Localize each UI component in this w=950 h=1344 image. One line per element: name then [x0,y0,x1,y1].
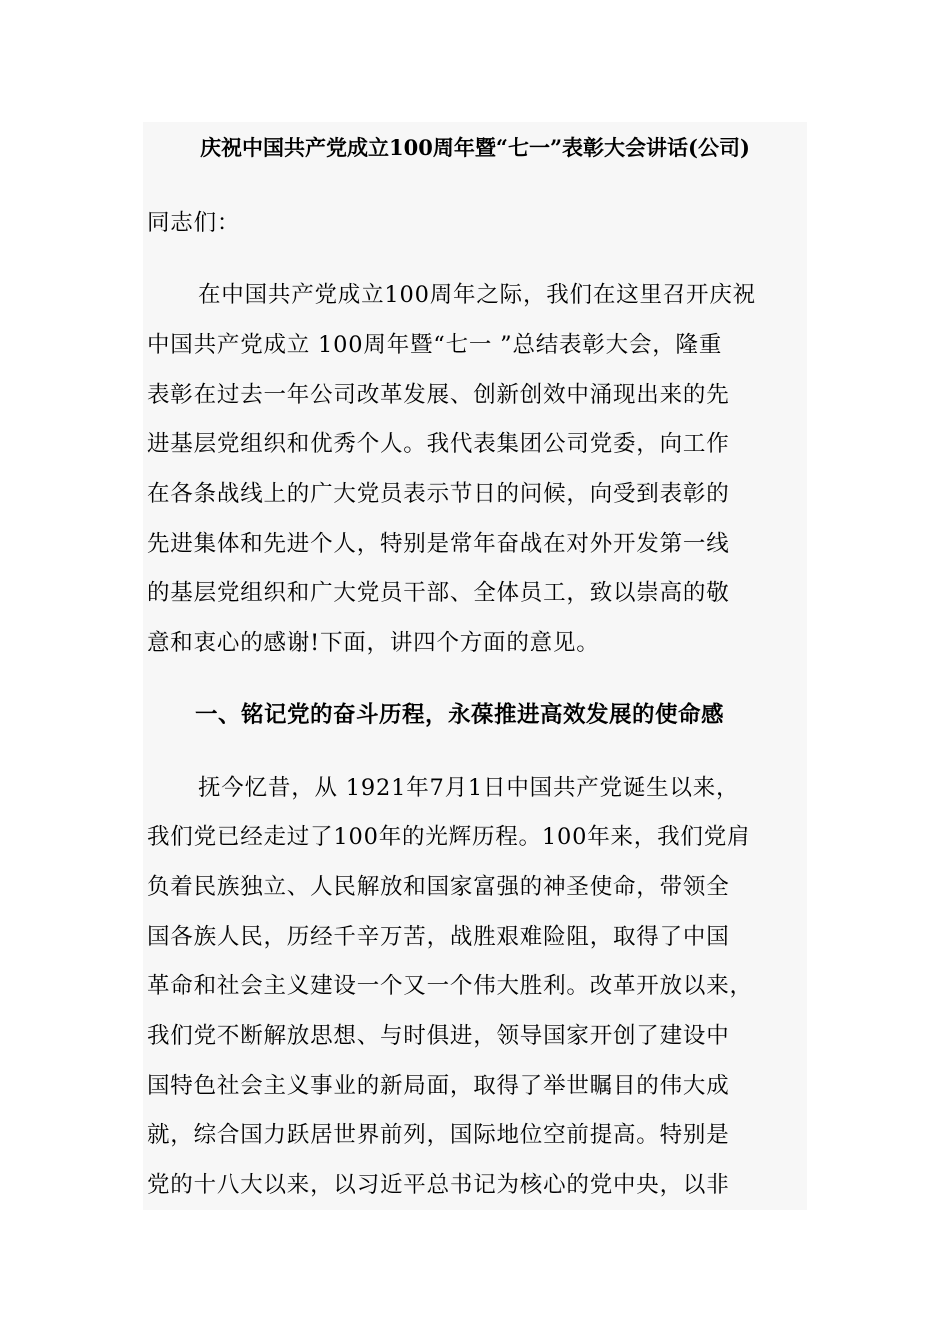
paragraph1-line: 的基层党组织和广大党员干部、全体员工，致以崇高的敬 [147,580,730,606]
paragraph1-line: 表彰在过去一年公司改革发展、创新创效中涌现出来的先 [147,382,730,408]
salutation: 同志们： [147,210,241,236]
paragraph2-line: 国特色社会主义事业的新局面，取得了举世瞩目的伟大成 [147,1073,730,1099]
section-heading: 一、铭记党的奋斗历程，永葆推进高效发展的使命感 [195,702,725,728]
paragraph1-line: 先进集体和先进个人，特别是常年奋战在对外开发第一线 [147,531,730,557]
paragraph2-line: 我们党不断解放思想、与时俱进，领导国家开创了建设中 [147,1023,730,1049]
paragraph2-line: 革命和社会主义建设一个又一个伟大胜利。改革开放以来， [147,973,753,999]
paragraph1-line: 中国共产党成立 100周年暨“七一 ”总结表彰大会，隆重 [147,332,723,358]
document-title: 庆祝中国共产党成立100周年暨“七一”表彰大会讲话(公司) [200,135,750,160]
paragraph2-line: 我们党已经走过了100年的光辉历程。100年来，我们党肩 [147,824,751,850]
paragraph1-line: 在中国共产党成立100周年之际，我们在这里召开庆祝 [198,282,756,308]
paragraph1-line: 意和衷心的感谢!下面，讲四个方面的意见。 [147,630,600,656]
paragraph2-line: 负着民族独立、人民解放和国家富强的神圣使命，带领全 [147,874,730,900]
paragraph1-line: 进基层党组织和优秀个人。我代表集团公司党委，向工作 [147,431,730,457]
paragraph2-line: 抚今忆昔，从 1921年7月1日中国共产党诞生以来， [198,775,740,801]
document-page [143,122,807,1210]
paragraph2-line: 党的十八大以来，以习近平总书记为核心的党中央，以非 [147,1172,730,1198]
paragraph2-line: 就，综合国力跃居世界前列，国际地位空前提高。特别是 [147,1122,730,1148]
paragraph1-line: 在各条战线上的广大党员表示节日的问候，向受到表彰的 [147,481,730,507]
paragraph2-line: 国各族人民，历经千辛万苦，战胜艰难险阻，取得了中国 [147,924,730,950]
